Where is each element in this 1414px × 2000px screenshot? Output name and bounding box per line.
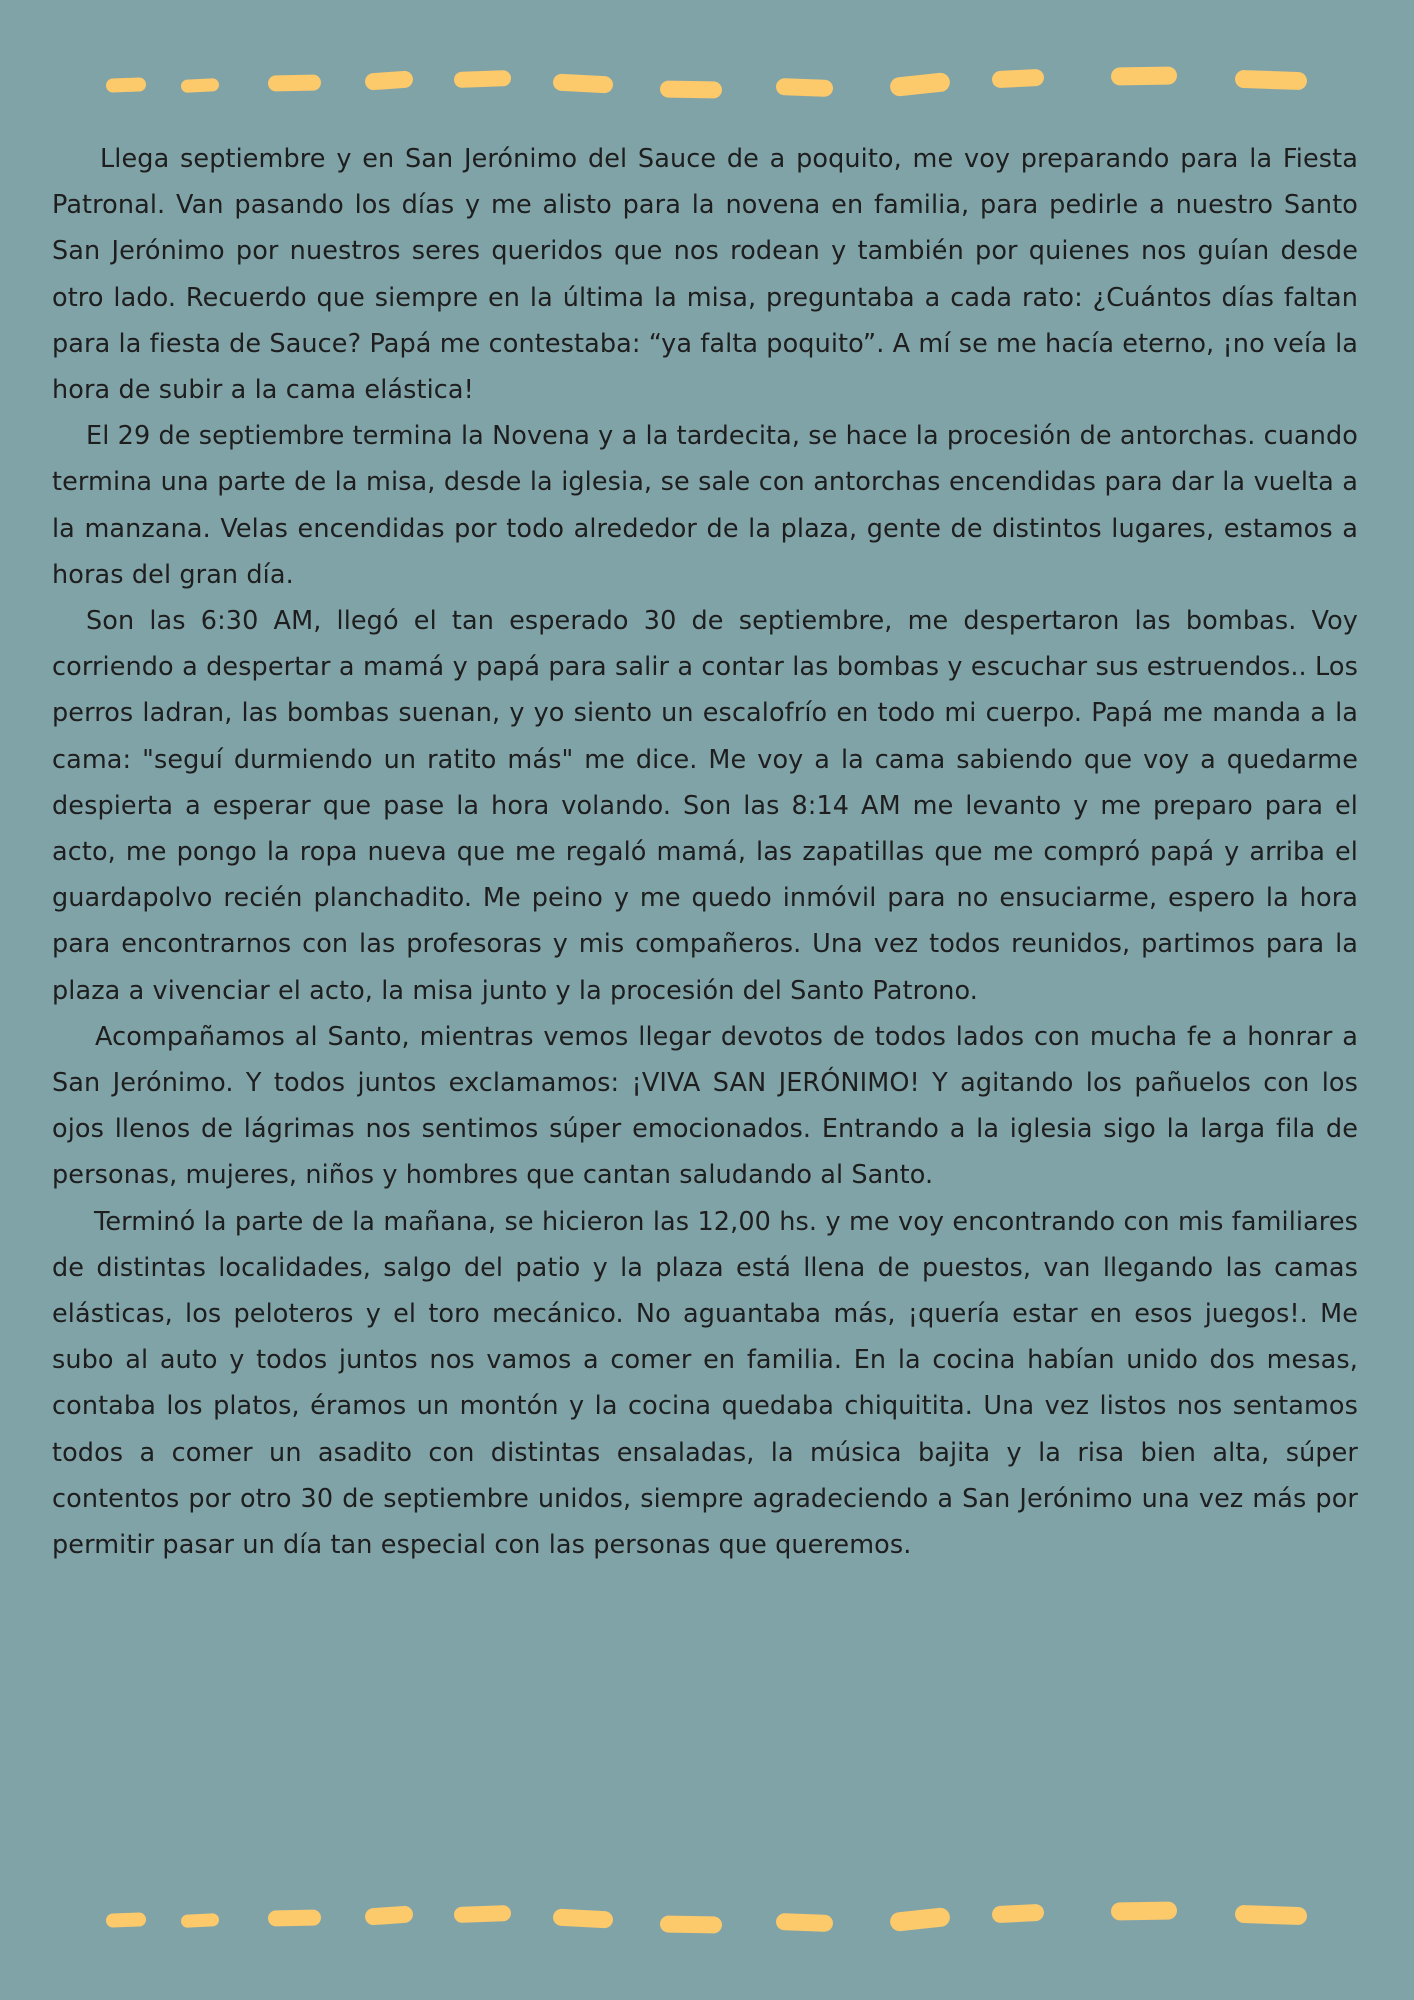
dash-decoration [776,1913,834,1932]
dash-decoration [553,73,614,93]
story-paragraph: Son las 6:30 AM, llegó el tan esperado 30 de septiembre, me despertaron las bombas. Voy corriendo a despertar a mamá y papá para salir a contar las bombas y escuchar sus estruendos.. Los perros ladran, las bombas suenan, y yo siento un escalofrío en todo mi cuerpo. Papá me manda a la cama: "seguí durmiendo un ratito más" me dice. Me voy a la cama sabiendo que voy a quedarme despierta a esperar que pase la hora volando. Son las 8:14 AM me levanto y me preparo para el acto, me pongo la ropa nueva que me regaló mamá, las zapatillas que me compró papá y arriba el guardapolvo recién planchadito. Me peino y me quedo inmóvil para no ensuciarme, espero la hora para encontrarnos con las profesoras y mis compañeros. Una vez todos reunidos, partimos para la plaza a vivenciar el acto, la misa junto y la procesión del Santo Patrono. [52,606,1358,1006]
dash-decoration [889,1907,951,1932]
story-paragraph: Acompañamos al Santo, mientras vemos llegar devotos de todos lados con mucha fe a honrar a San Jerónimo. Y todos juntos exclamamos: ¡VIVA SAN JERÓNIMO! Y agitando los pañuelos con los ojos llenos de lágrimas nos sentimos súper emocionados. Entrando a la iglesia sigo la larga fila de personas, mujeres, niños y hombres que cantan saludando al Santo. [52,1021,1358,1191]
story-paragraph: Terminó la parte de la mañana, se hicieron las 12,00 hs. y me voy encontrando con mis familiares de distintas localidades, salgo del patio y la plaza está llena de puestos, van llegando las camas elásticas, los peloteros y el toro mecánico. No aguantaba más, ¡quería estar en esos juegos!. Me subo al auto y todos juntos nos vamos a comer en familia. En la cocina habían unido dos mesas, contaba los platos, éramos un montón y la cocina quedaba chiquitita. Una vez listos nos sentamos todos a comer un asadito con distintas ensaladas, la música bajita y la risa bien alta, súper contentos por otro 30 de septiembre unidos, siempre agradeciendo a San Jerónimo una vez más por permitir pasar un día tan especial con las personas que queremos. [52,1206,1358,1561]
story-paragraph: El 29 de septiembre termina la Novena y a la tardecita, se hace la procesión de antorchas. cuando termina una parte de la misa, desde la iglesia, se sale con antorchas encendidas para dar la vuelta a la manzana. Velas encendidas por todo alrededor de la plaza, gente de distintos lugares, estamos a horas del gran día. [52,421,1358,590]
dash-decoration [454,70,512,88]
top-dashed-border [0,60,1414,100]
dash-decoration [106,1912,146,1927]
dash-decoration [181,78,220,93]
dash-decoration [106,77,146,92]
dash-decoration [889,72,951,97]
dash-decoration [454,1905,512,1923]
dash-decoration [553,1908,614,1928]
dash-decoration [1235,1905,1308,1926]
dash-decoration [660,80,722,98]
dash-decoration [992,69,1045,89]
story-text [52,136,1358,1568]
dash-decoration [776,78,834,97]
bottom-dashed-border [0,1895,1414,1935]
dash-decoration [1111,1901,1177,1920]
story-paragraph: Llega septiembre y en San Jerónimo del Sauce de a poquito, me voy preparando para la Fiesta Patronal. Van pasando los días y me alisto para la novena en familia, para pedirle a nuestro Santo San Jerónimo por nuestros seres queridos que nos rodean y también por quienes nos guían desde otro lado. Recuerdo que siempre en la última la misa, preguntaba a cada rato: ¿Cuántos días faltan para la fiesta de Sauce? Papá me contestaba: “ya falta poquito”. A mí se me hacía eterno, ¡no veía la hora de subir a la cama elástica! [52,144,1358,406]
dash-decoration [268,1910,321,1927]
dash-decoration [364,70,413,90]
dash-decoration [660,1915,722,1933]
dash-decoration [181,1913,220,1928]
dash-decoration [268,75,321,92]
dash-decoration [1111,66,1177,85]
dash-decoration [364,1905,413,1925]
dash-decoration [1235,70,1308,91]
dash-decoration [992,1904,1045,1924]
